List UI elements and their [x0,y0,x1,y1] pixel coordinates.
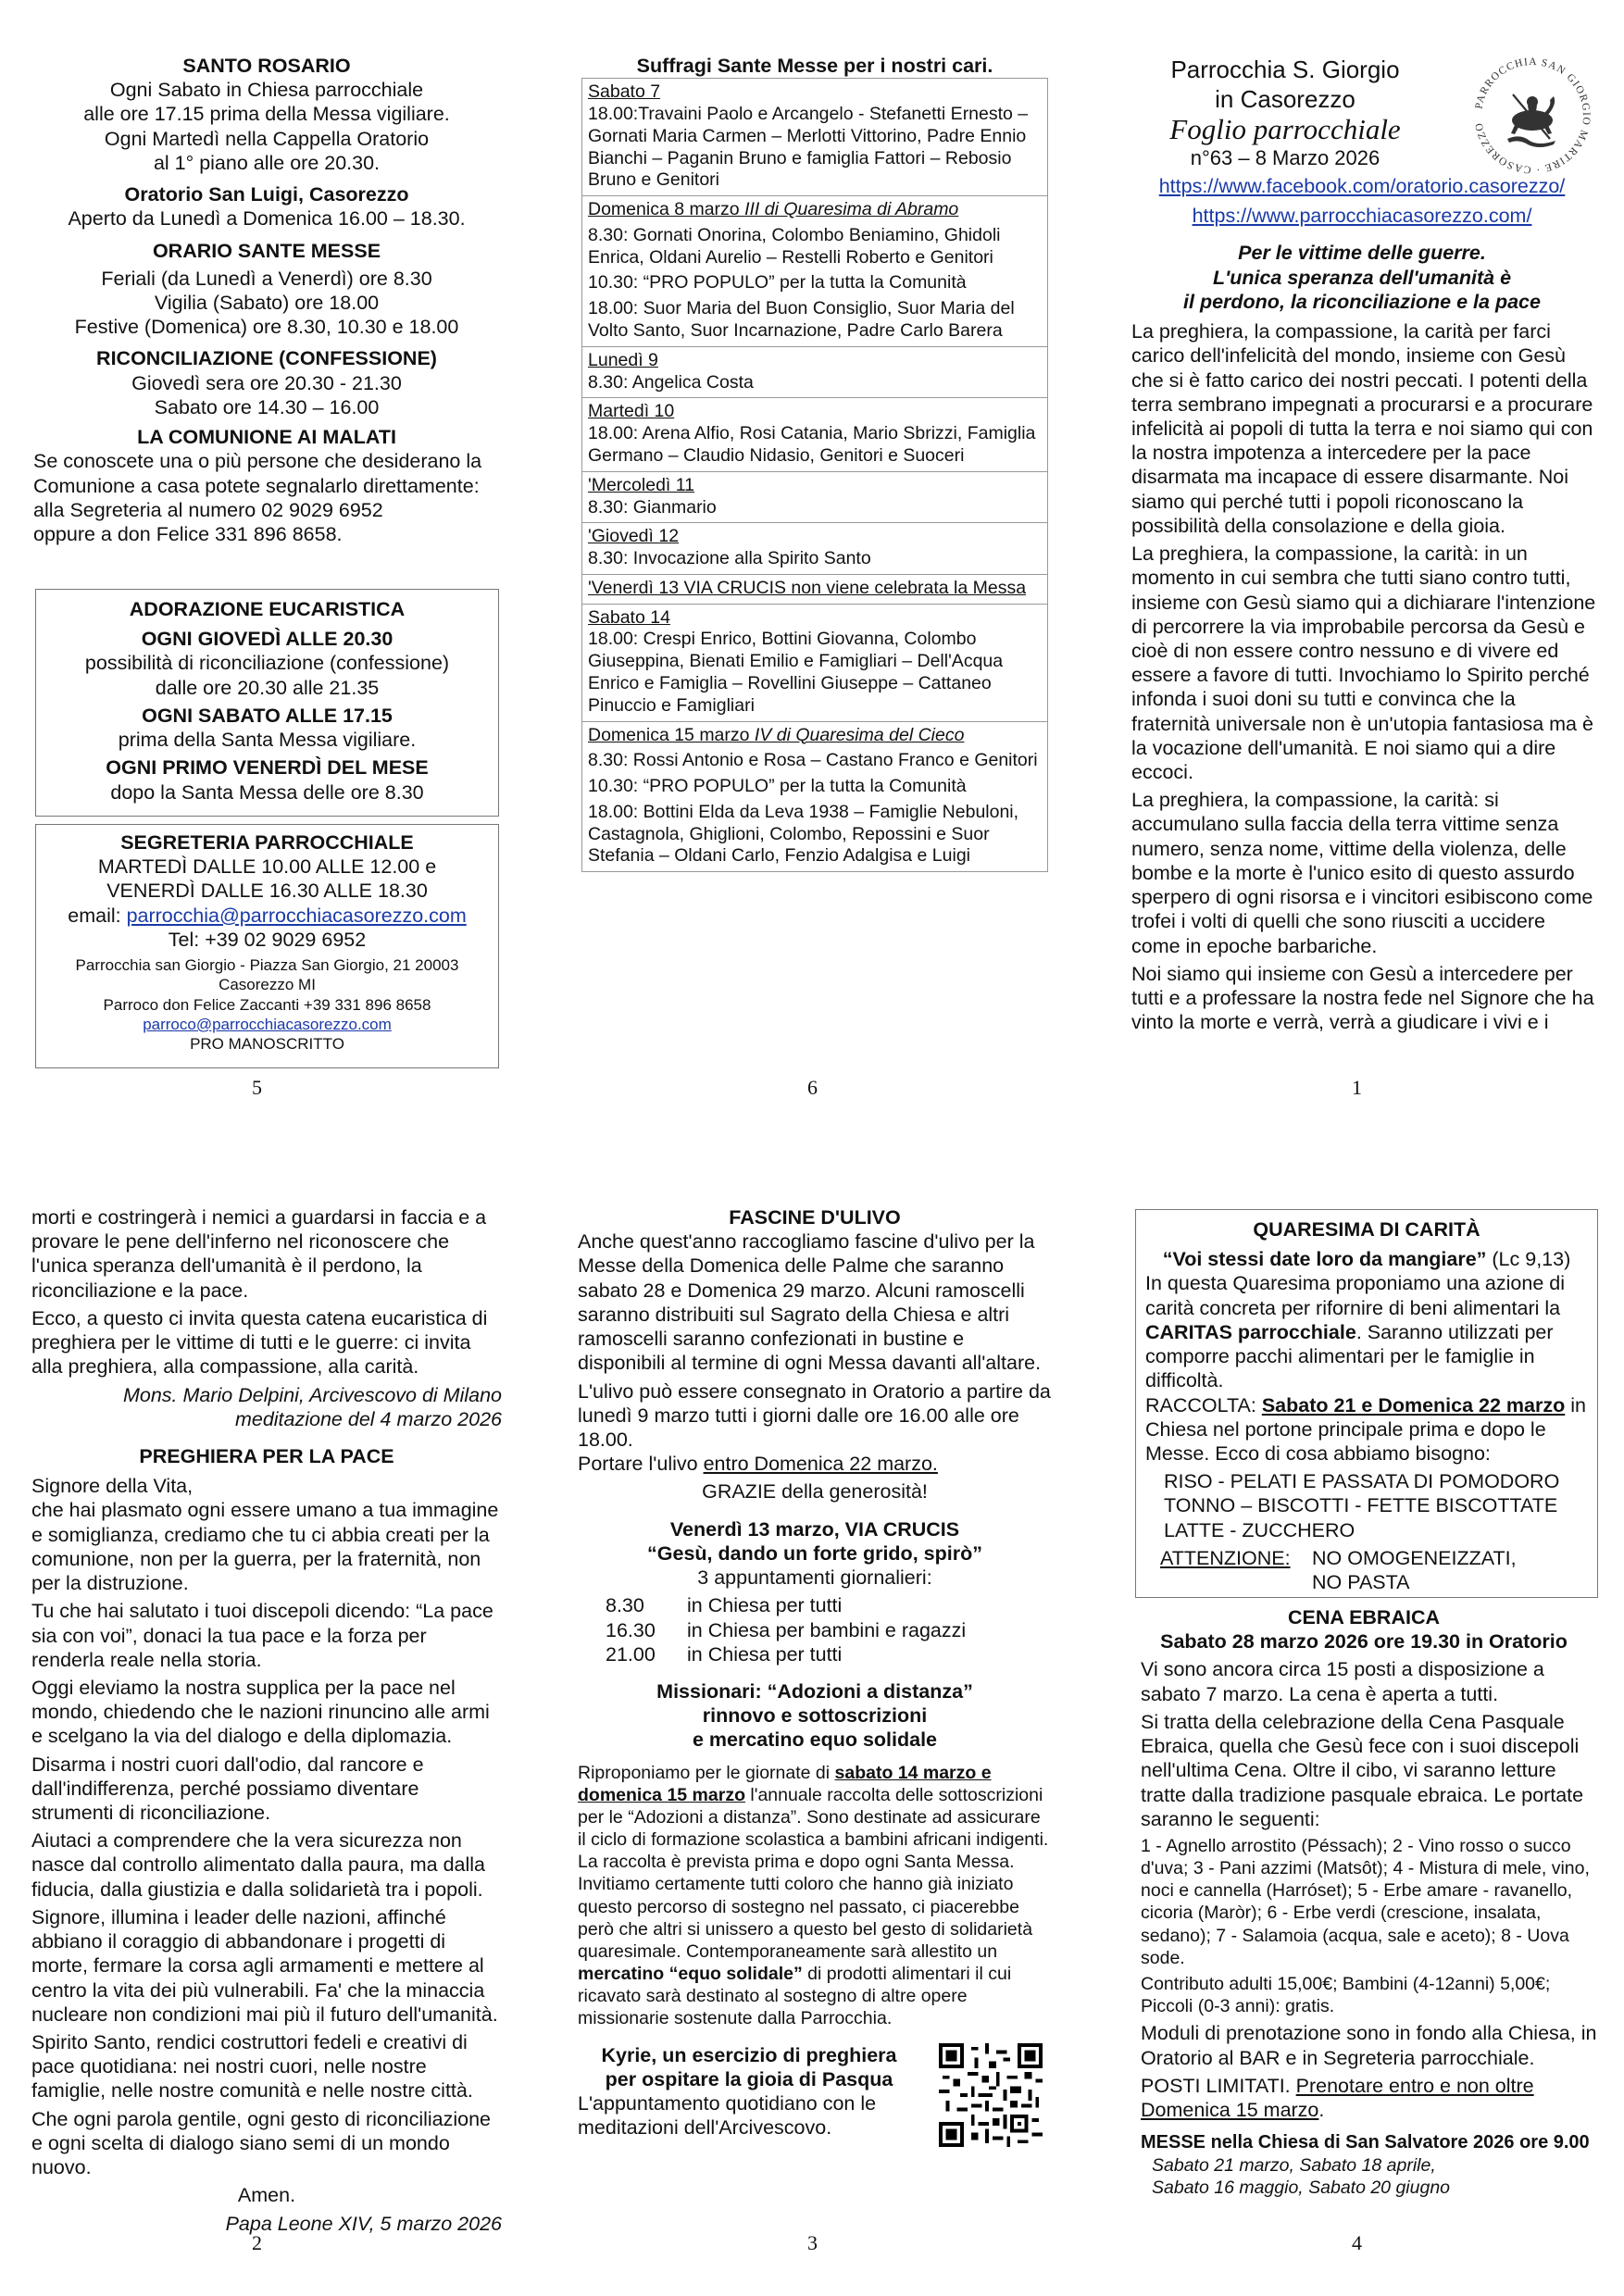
raccolta-paragraph [1145,1393,1588,1466]
adorazione-heading: OGNI SABATO ALLE 17.15 [142,704,393,727]
kyrie-title: per ospitare la gioia di Pasqua [605,2067,893,2090]
cena-prices: Contributo adulti 15,00€; Bambini (4-12anni) 5,00€; Piccoli (0-3 anni): gratis. [1141,1974,1551,2017]
schedule-time: 21.00 [606,1642,656,1666]
cena-subtitle: Sabato 28 marzo 2026 ore 19.30 in Oratorio [1160,1630,1568,1653]
heading-line: L'unica speranza dell'umanità è [1212,266,1512,289]
cena-menu: 1 - Agnello arrostito (Péssach); 2 - Vino rosso o succo d'uva; 3 - Pani azzimi (Matsôt); 4 - Mistura di mele, vino, noci e cannella (Harróset); 5 - Erbe amare - ravanello, cicoria (Maròr); 6 - Erbe verdi (crescione, insalata, sedano); 7 - Salamoia (acqua, sale e aceto); 8 - Uova sode. [1141,1835,1590,1968]
rosario-section [31,54,502,449]
cena-booking [1141,2074,1598,2098]
missionari-paragraph [578,1762,1052,2030]
malati-line: Se conoscete una o più persone che desiderano la [33,450,482,473]
missionari-dates: sabato 14 marzo e domenica 15 marzo [578,1762,992,1805]
article-paragraph: Noi siamo qui insieme con Gesù a intercedere per tutti e a professare la nostra fede nel Signore che ha vinto la morte e verrà, verrà a giudicare i vivi e i [1131,962,1594,1034]
messe-line: Vigilia (Sabato) ore 18.00 [154,291,380,314]
table-row [582,472,1047,524]
missionari-text: Riproponiamo per le giornate di [578,1762,835,1783]
pro-manoscritto: PRO MANOSCRITTO [190,1035,344,1054]
article-paragraph: La preghiera, la compassione, la carità: in un momento in cui sembra che tutti siano contro tutti, insieme con Gesù siamo qui a dichiarare l'intenzione di percorrere la via improbabile percorsa da Gesù e cioè di non essere contro nessuno e di vivere ed essere a favore di tutti. Invochiamo lo Spirito perché infonda i suoi doni su tutti e convinca che la fraternità universale non è un'utopia fantasiosa ma è la vocazione dell'umanità. E noi siamo qui a dire eccoci. [1131,543,1596,784]
day-label: 'Giovedì 12 [588,526,680,547]
quaresima-paragraph [1145,1271,1588,1392]
adorazione-line: prima della Santa Messa vigiliare. [118,729,417,752]
day-label: 'Mercoledì 11 [588,474,695,495]
confessione-line: Sabato ore 14.30 – 16.00 [154,395,380,418]
article-paragraph: La preghiera, la compassione, la carità per farci carico dell'infelicità del mondo, insieme con Gesù che si è fatto carico dei nostri peccati. I potenti della terra sembrano impegnati a procurarsi e a procurare infelicità ai popoli di tutta la terra e noi siamo qui con la nostra impotenza a intercedere per la pace disarmata ma incapace di essere disarmante. Noi siamo qui perché tutti i popoli riconoscano la possibilità della consolazione e della gioia. [1131,320,1593,537]
logo-seal [1465,48,1600,183]
san-salvatore-title: MESSE nella Chiesa di San Salvatore 2026 ore 9.00 [1141,2132,1590,2153]
booking-date: Domenica 15 marzo [1141,2099,1319,2121]
prayer-amen: Amen. [237,2184,296,2207]
ulivo-paragraph: L'ulivo può essere consegnato in Oratorio a partire da lunedì 9 marzo tutti i giorni dalle ore 16.00 alle ore 18.00. [578,1379,1051,1451]
segreteria-email [36,904,498,928]
parroco-email-link[interactable]: parroco@parrocchiacasorezzo.com [143,1015,392,1033]
malati-line: oppure a don Felice 331 896 8658. [33,522,343,545]
prayer-paragraph: Signore, illumina i leader delle nazioni, affinché abbiano il coraggio di abbandonare i progetti di morte, fermare la corsa agli armamenti e mettere al centro la vita dei più vulnerabili. Fa' che la minaccia nucleare non condizioni mai più il futuro dell'umanità. [31,1905,498,2026]
day-label-text: Domenica 15 marzo [588,724,755,745]
schedule-row [578,1618,1052,1642]
quaresima-title: QUARESIMA DI CARITÀ [1253,1218,1480,1241]
schedule-time: 8.30 [606,1594,644,1617]
table-row [582,605,1047,722]
day-label: Sabato 7 [588,81,661,103]
prayer-paragraph: Disarma i nostri cuori dall'odio, dal rancore e dall'indifferenza, perché possiamo diventare strumenti di riconciliazione. [31,1753,424,1825]
caritas-label: CARITAS parrocchiale [1145,1320,1356,1343]
day-label [588,725,1042,747]
page-number: 4 [1352,2231,1362,2254]
page-4-panel [1124,1605,1604,2200]
website-link[interactable]: https://www.parrocchiacasorezzo.com/ [1192,205,1532,228]
table-row [582,79,1047,196]
day-label-text: Domenica 8 marzo [588,199,745,220]
prayer-paragraph: Tu che hai salutato i tuoi discepoli dicendo: “La pace sia con voi”, donaci la tua pace e la forza per renderla reale nella storia. [31,1600,493,1671]
foglio-title: Foglio parrocchiale [1169,113,1401,146]
schedule-row [578,1593,1052,1617]
email-label: email: [68,904,127,927]
kyrie-text [578,2043,920,2140]
page-number: 1 [1352,1076,1362,1099]
intention: 10.30: “PRO POPULO” per la tutta la Comunità [588,272,967,293]
qr-code-icon [939,2043,1043,2147]
malati-line: alla Segreteria al numero 02 9029 6952 [33,498,383,521]
quaresima-box [1135,1209,1598,1598]
messe-table [581,78,1048,872]
missionari-text: di prodotti alimentari il cui ricavato sarà destinato al sostegno di altre opere missionarie sostenute dalla Parrocchia. [578,1964,1012,2029]
rosario-line: alle ore 17.15 prima della Messa vigiliare. [83,103,450,126]
heading-line: il perdono, la riconciliazione e la pace [1183,290,1541,313]
intention: 18.00: Crespi Enrico, Bottini Giovanna, Colombo Giuseppina, Bienati Emilio e Famigliari – Dell'Acqua Enrico e Famiglia – Rovellini Giuseppe – Cattaneo Pinuccio e Famigliari [588,629,1004,716]
list-item: RISO - PELATI E PASSATA DI POMODORO [1164,1470,1560,1493]
rosario-line: Ogni Sabato in Chiesa parrocchiale [109,79,424,102]
punct: . [1318,2099,1325,2121]
attenzione-row [1145,1546,1588,1594]
address-line: Casorezzo MI [219,976,316,994]
intention: 8.30: Rossi Antonio e Rosa – Castano Franco e Genitori [588,750,1038,771]
page-number: 6 [807,1076,818,1099]
missionari-title: rinnovo e sottoscrizioni [702,1704,928,1728]
article-paragraph: Ecco, a questo ci invita questa catena eucaristica di preghiera per le vittime di tutti e le guerre: ci invita alla preghiera, alla compassione, alla carità. [31,1306,488,1379]
page-3-panel [578,1205,1052,2154]
parroco-line: Parroco don Felice Zaccanti +39 331 896 8658 [103,995,431,1014]
table-row [582,575,1047,605]
raccolta-dates: Sabato 21 e Domenica 22 marzo [1261,1393,1566,1416]
san-salvatore-dates [1124,2154,1604,2200]
segreteria-small [36,955,498,1054]
article-paragraph: morti e costringerà i nemici a guardarsi in faccia e a provare le pene dell'inferno nel riconoscere che l'unica speranza dell'umanità è il perdono, la riconciliazione e la pace. [31,1206,487,1302]
prayer-paragraph: Oggi eleviamo la nostra supplica per la pace nel mondo, chiedendo che le nazioni rinuncino alle armi e scelgano la via del dialogo e della diplomazia. [31,1676,490,1748]
kyrie-desc: L'appuntamento quotidiano con le meditazioni dell'Arcivescovo. [578,2092,877,2140]
day-label: Sabato 14 [588,606,670,628]
article-paragraph: La preghiera, la compassione, la carità: si accumulano sulla faccia della terra vittime senza numero, senza nome, vittime della violenza, delle bombe e la morte è l'unico esito di questo assurdo sperpero di ogni risorsa e i vincitori esibiscono come trofei i volti di quelli che sono riusciti a uccidere come in epoche barbariche. [1131,789,1593,957]
malati-text [33,449,502,546]
page-1-panel [1128,54,1596,1034]
signature: Mons. Mario Delpini, Arcivescovo di Milano [122,1383,502,1406]
via-crucis-title: Venerdì 13 marzo, VIA CRUCIS [669,1517,960,1541]
attenzione-item: NO OMOGENEIZZATI, [1312,1546,1517,1569]
cena-title: CENA EBRAICA [1287,1606,1441,1628]
qr-code[interactable] [939,2043,1043,2147]
via-crucis-subtitle: “Gesù, dando un forte grido, spirò” [647,1541,982,1565]
ulivo-paragraph: Anche quest'anno raccogliamo fascine d'ulivo per la Messe della Domenica delle Palme che saranno sabato 28 e Domenica 29 marzo. Alcuni ramoscelli saranno distribuiti sul Sagrato della Chiesa e altri ramoscelli saranno confezionati in bustine e disponibili al termine di ogni Messa davanti all'altare. [578,1230,1042,1375]
intention: 8.30: Gornati Onorina, Colombo Beniamino, Ghidoli Enrica, Oldani Aurelio – Restelli Roberto e Genitori [588,224,1001,268]
intention: 8.30: Invocazione alla Spirito Santo [588,548,871,569]
adorazione-line: dopo la Santa Messa delle ore 8.30 [110,780,424,804]
rosario-title: SANTO ROSARIO [182,55,351,77]
ulivo-deadline: entro Domenica 22 marzo. [703,1453,938,1476]
date-line: Sabato 21 marzo, Sabato 18 aprile, [1152,2154,1436,2176]
adorazione-heading: OGNI PRIMO VENERDÌ DEL MESE [106,756,429,780]
parish-name: Parrocchia S. Giorgio [1170,56,1400,83]
adorazione-title: ADORAZIONE EUCARISTICA [129,598,406,620]
intention: 18.00:Travaini Paolo e Arcangelo - Stefanetti Ernesto – Gornati Maria Carmen – Merlotti Vittorino, Padre Ennio Bianchi – Paganin Bruno e famiglia Fattori – Rebosio Bruno e Genitori [588,104,1029,191]
oratorio-title: Oratorio San Luigi, Casorezzo [124,183,409,206]
parish-place: in Casorezzo [1215,84,1355,113]
prayer-paragraph: che hai plasmato ogni essere umano a tua immagine e somiglianza, crediamo che tu ci abbia creati per la comunione, non per la guerra, per la fraternità, non per la distruzione. [31,1499,499,1595]
kyrie-title: Kyrie, un esercizio di preghiera [601,2043,897,2066]
schedule-row [578,1642,1052,1666]
quaresima-quote [1145,1247,1588,1271]
segreteria-tel: Tel: +39 02 9029 6952 [168,928,367,951]
posti-limitati: POSTI LIMITATI. [1141,2074,1296,2097]
schedule-desc: in Chiesa per tutti [687,1594,843,1617]
prayer-title: PREGHIERA PER LA PACE [139,1444,394,1467]
page-number: 2 [252,2231,262,2254]
raccolta-label: RACCOLTA: [1145,1393,1262,1416]
cena-paragraph: Moduli di prenotazione sono in fondo alla Chiesa, in Oratorio al BAR e in Segreteria parrocchiale. [1141,2022,1597,2069]
messe-title: ORARIO SANTE MESSE [152,239,381,262]
page-number: 5 [252,1076,262,1099]
day-label: Martedì 10 [588,401,675,422]
heading-line: Per le vittime delle guerre. [1238,242,1486,265]
booking-deadline: Prenotare entro e non oltre [1295,2074,1534,2097]
intention: 18.00: Suor Maria del Buon Consiglio, Suor Maria del Volto Santo, Suor Incarnazione, Padre Carlo Barera [588,298,1015,342]
missionari-title: Missionari: “Adozioni a distanza” [656,1679,973,1703]
signature-date: meditazione del 4 marzo 2026 [234,1407,502,1430]
page-6-panel [581,54,1048,872]
adorazione-box [35,589,499,817]
prayer-paragraph: Aiutaci a comprendere che la vera sicurezza non nasce dal controllo alimentato dalla paura, ma dalla fiducia, dalla giustizia e dalla solidarietà tra i popoli. [31,1829,486,1901]
logo-ring-text: PARROCCHIA SAN GIORGIO MARTIRE · CASOREZZO [1473,56,1593,176]
intention: 18.00: Arena Alfio, Rosi Catania, Mario Sbrizzi, Famiglia Germano – Claudio Nidasio, Genitori e Suoceri [588,423,1036,466]
list-item: LATTE - ZUCCHERO [1164,1518,1355,1541]
segreteria-title: SEGRETERIA PARROCCHIALE [120,831,414,854]
date-line: Sabato 16 maggio, Sabato 20 giugno [1152,2177,1451,2199]
prayer-paragraph: Spirito Santo, rendici costruttori fedeli e creativi di pace quotidiana: nei nostri cuori, nelle nostre famiglie, nelle nostre comunità e nelle nostre città. [31,2031,473,2103]
segreteria-box [35,824,499,1068]
missionari-text: l'annuale raccolta delle sottoscrizioni per le “Adozioni a distanza”. Sono destinate ad assicurare il ciclo di formazione scolastica a bambini africani indigenti. La raccolta è prevista prima e dopo ogni Santa Messa. Invitiamo certamente tutti coloro che hanno già iniziato questo percorso di sostegno nel passato, ci piacerebbe però che altri si unissero a questo bel gesto di solidarietà quaresimale. Contemporaneamente sarà allestito un [578,1784,1049,1962]
segreteria-line: MARTEDÌ DALLE 10.00 ALLE 12.00 e [97,855,437,879]
table-row [582,347,1047,399]
oratorio-line: Aperto da Lunedì a Domenica 16.00 – 18.30. [68,207,466,231]
quote-ref: (Lc 9,13) [1486,1248,1571,1271]
ulivo-title: FASCINE D'ULIVO [729,1206,901,1229]
intention: 18.00: Bottini Elda da Leva 1938 – Famiglie Nebuloni, Castagnola, Ghiglioni, Colombo, Repossini e Suor Stefania – Oldani Carlo, Fenzio Adalgisa e Luigi [588,801,1019,867]
malati-title: LA COMUNIONE AI MALATI [137,426,396,449]
cena-booking-date [1141,2098,1598,2122]
table-row [582,398,1047,471]
adorazione-heading: OGNI GIOVEDÌ ALLE 20.30 [141,628,394,651]
cena-paragraph: Vi sono ancora circa 15 posti a disposizione a sabato 7 marzo. La cena è aperta a tutti. [1141,1658,1544,1705]
quaresima-text: In questa Quaresima proponiamo una azione di carità concreta per rifornire di beni alimentari la [1145,1272,1565,1319]
segreteria-email-link[interactable]: parrocchia@parrocchiacasorezzo.com [126,904,467,927]
confessione-line: Giovedì sera ore 20.30 - 21.30 [131,371,402,394]
segreteria-line: VENERDÌ DALLE 16.30 ALLE 18.30 [106,880,428,903]
masthead [1128,54,1596,176]
ulivo-thanks: GRAZIE della generosità! [702,1480,928,1504]
via-crucis-note: 3 appuntamenti giornalieri: [697,1566,932,1590]
adorazione-line: dalle ore 20.30 alle 21.35 [155,676,380,699]
cena-body [1124,1657,1604,2122]
rosario-line: al 1° piano alle ore 20.30. [153,151,381,174]
page-5-panel [31,54,502,546]
day-label: 'Venerdì 13 VIA CRUCIS non viene celebrata la Messa [588,577,1027,598]
via-crucis-schedule [578,1593,1052,1666]
prayer-body [31,1474,502,2236]
table-row [582,523,1047,575]
ulivo-text: Portare l'ulivo [578,1453,704,1476]
confessione-title: RICONCILIAZIONE (CONFESSIONE) [96,347,437,370]
address-line: Parrocchia san Giorgio - Piazza San Giorgio, 21 20003 [75,956,459,975]
cena-paragraph: Si tratta della celebrazione della Cena Pasquale Ebraica, quella che Gesù fece con i suoi discepoli nell'ultima Cena. Oltre il cibo, vi saranno letture tratte dalla tradizione pasquale ebraica. Le portate saranno le seguenti: [1141,1710,1584,1830]
ulivo-paragraph [578,1452,1052,1476]
masthead-text [1128,56,1443,170]
article-heading [1128,241,1596,314]
prayer-paragraph: Che ogni parola gentile, ogni gesto di riconciliazione e ogni scelta di dialogo siano semi di un mondo nuovo. [31,2107,492,2179]
intention: 10.30: “PRO POPULO” per la tutta la Comunità [588,776,967,797]
kyrie-section [578,2043,1052,2154]
messe-line: Festive (Domenica) ore 8.30, 10.30 e 18.00 [74,316,459,339]
st-george-figure-icon [1507,94,1555,147]
signature: Papa Leone XIV, 5 marzo 2026 [225,2212,502,2235]
intention: 8.30: Angelica Costa [588,371,754,393]
suffragi-title: Suffragi Sante Messe per i nostri cari. [636,55,993,77]
missionari-title: e mercatino equo solidale [692,1728,938,1752]
day-label-liturgy: III di Quaresima di Abramo [744,199,959,220]
parish-logo [1465,48,1600,183]
malati-line: Comunione a casa potete segnalarlo direttamente: [33,474,480,497]
page-number: 3 [807,2231,818,2254]
page-2-panel [31,1205,502,2236]
facebook-link[interactable]: https://www.facebook.com/oratorio.casorezzo/ [1158,175,1566,197]
quaresima-text: . Saranno utilizzati per comporre pacchi alimentari per le famiglie in difficoltà. [1145,1320,1554,1392]
mercatino-label: mercatino “equo solidale” [578,1964,803,1985]
attenzione-label: ATTENZIONE: [1160,1546,1291,1569]
table-row [582,722,1047,872]
issue-number: n°63 – 8 Marzo 2026 [1190,145,1380,169]
quote-text: “Voi stessi date loro da mangiare” [1162,1248,1487,1271]
article-body [1128,319,1596,1034]
adorazione-line: possibilità di riconciliazione (confessione) [84,652,450,675]
schedule-desc: in Chiesa per tutti [687,1642,843,1666]
list-item: TONNO – BISCOTTI - FETTE BISCOTTATE [1164,1494,1558,1517]
rosario-line: Ogni Martedì nella Cappella Oratorio [104,127,430,150]
prayer-line: Signore della Vita, [31,1475,194,1498]
raccolta-text: in Chiesa nel portone principale prima e dopo le Messe. Ecco di cosa abbiamo bisogno: [1145,1393,1586,1465]
day-label-liturgy: IV di Quaresima del Cieco [754,724,965,745]
intention: 8.30: Gianmario [588,496,717,518]
items-list [1145,1469,1588,1542]
schedule-desc: in Chiesa per bambini e ragazzi [687,1618,967,1641]
attenzione-item: NO PASTA [1312,1571,1410,1594]
table-row [582,196,1047,347]
schedule-time: 16.30 [606,1618,656,1641]
messe-line: Feriali (da Lunedì a Venerdì) ore 8.30 [101,267,432,290]
day-label: Lunedì 9 [588,349,658,370]
day-label [588,199,1042,221]
